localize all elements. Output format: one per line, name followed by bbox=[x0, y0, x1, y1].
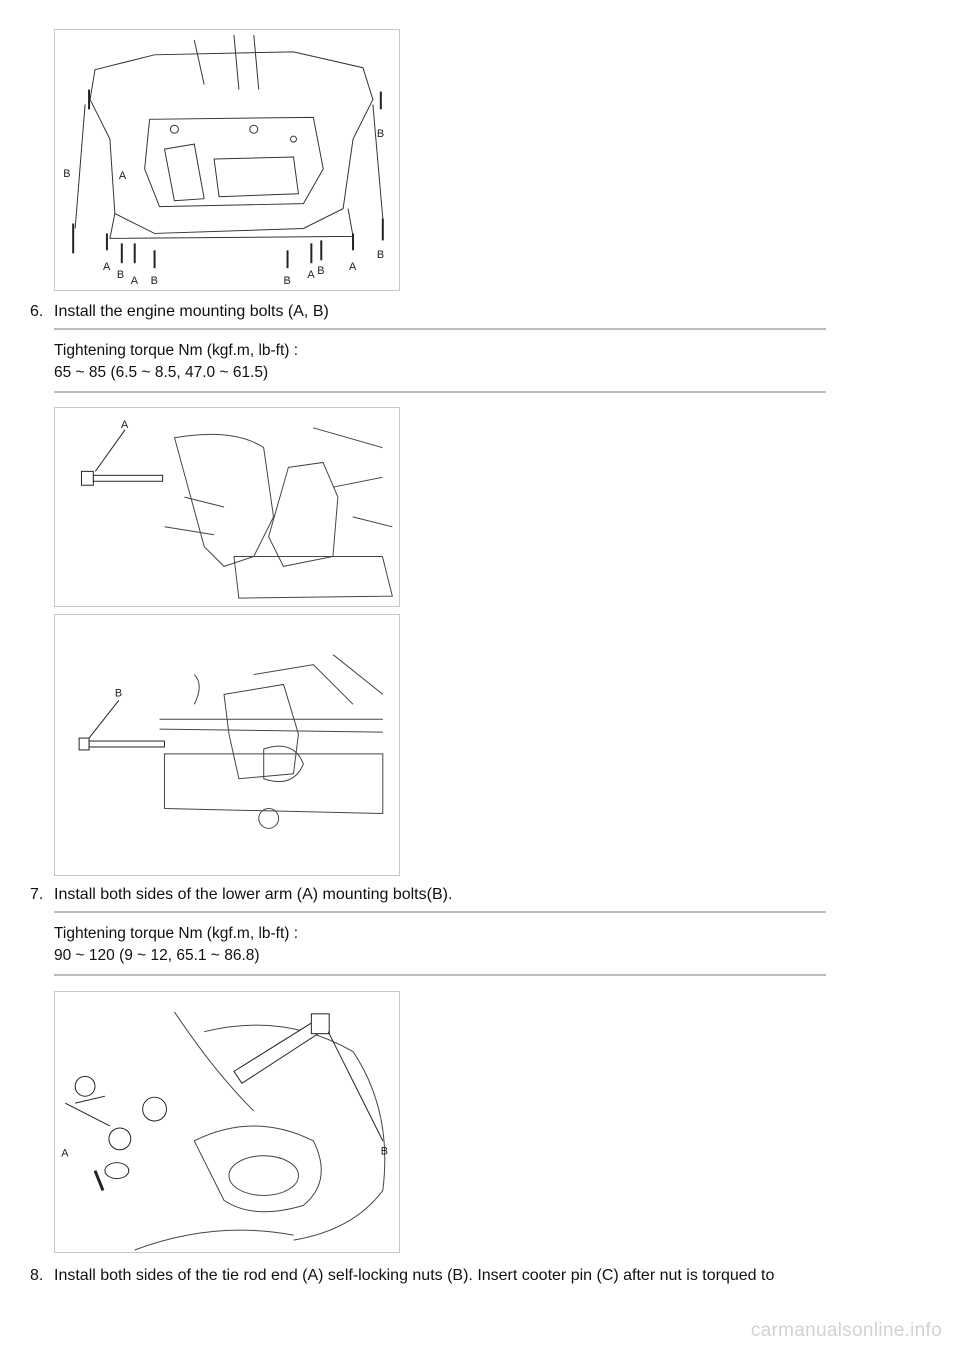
step-6 bbox=[30, 302, 329, 322]
callout-a: A bbox=[349, 261, 357, 274]
lower-arm-illustration bbox=[55, 992, 399, 1252]
engine-mount-illustration bbox=[55, 408, 399, 606]
callout-a: A bbox=[307, 269, 315, 282]
engine-mount-bolt-a-figure bbox=[54, 407, 400, 607]
step-number: 6. bbox=[30, 303, 44, 320]
step-text: Install both sides of the lower arm (A) mounting bolts(B). bbox=[54, 886, 453, 903]
torque-label: Tightening torque Nm (kgf.m, lb-ft) : bbox=[54, 342, 299, 359]
divider bbox=[54, 911, 826, 913]
torque-label: Tightening torque Nm (kgf.m, lb-ft) : bbox=[54, 925, 299, 942]
lower-arm-figure bbox=[54, 991, 400, 1253]
callout-b: B bbox=[380, 1145, 389, 1158]
callout-a: A bbox=[61, 1147, 69, 1160]
callout-b: B bbox=[376, 128, 385, 141]
callout-a: A bbox=[121, 418, 129, 431]
torque-note bbox=[54, 923, 298, 967]
step-text: Install the engine mounting bolts (A, B) bbox=[54, 303, 329, 320]
callout-b: B bbox=[63, 167, 71, 180]
divider bbox=[54, 328, 826, 330]
callout-a: A bbox=[118, 169, 127, 182]
subframe-figure bbox=[54, 29, 400, 291]
callout-b: B bbox=[376, 249, 385, 262]
engine-mount-illustration bbox=[55, 615, 399, 875]
subframe-illustration bbox=[55, 30, 399, 290]
torque-value: 65 ~ 85 (6.5 ~ 8.5, 47.0 ~ 61.5) bbox=[54, 364, 269, 381]
callout-b: B bbox=[317, 265, 325, 278]
callout-b: B bbox=[283, 275, 291, 288]
torque-value: 90 ~ 120 (9 ~ 12, 65.1 ~ 86.8) bbox=[54, 947, 260, 964]
step-number: 7. bbox=[30, 886, 44, 903]
step-number: 8. bbox=[30, 1267, 44, 1284]
callout-b: B bbox=[114, 687, 123, 700]
engine-mount-bolt-b-figure bbox=[54, 614, 400, 876]
step-7 bbox=[30, 885, 452, 905]
step-text: Install both sides of the tie rod end (A) self-locking nuts (B). Insert cooter pin (C) after nut is torqued to bbox=[54, 1267, 775, 1284]
callout-b: B bbox=[150, 275, 158, 288]
step-8 bbox=[30, 1266, 774, 1286]
divider bbox=[54, 391, 826, 393]
callout-a: A bbox=[102, 261, 111, 274]
torque-note bbox=[54, 340, 298, 384]
callout-a: A bbox=[130, 275, 139, 288]
watermark: carmanualsonline.info bbox=[750, 1320, 942, 1341]
divider bbox=[54, 974, 826, 976]
callout-b: B bbox=[116, 269, 125, 282]
